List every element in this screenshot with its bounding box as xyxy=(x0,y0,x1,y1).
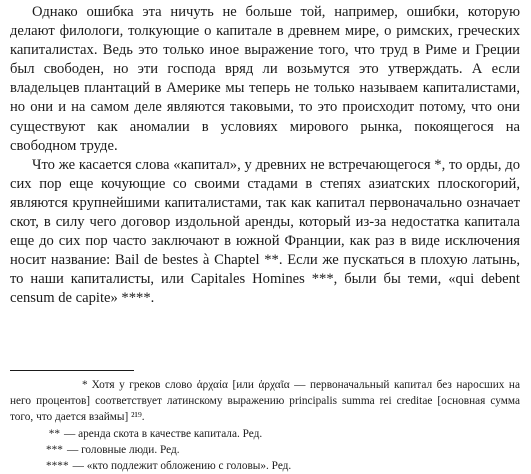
footnote-3 xyxy=(10,442,520,458)
footnotes xyxy=(10,377,520,474)
footnote-text: — «кто подлежит обложению с головы». Ред. xyxy=(72,460,292,473)
footnote-text: — аренда скота в качестве капитала. Ред. xyxy=(64,427,263,440)
paragraph-1: Однако ошибка эта ничуть не больше той, например, ошибки, которую делают филологи, толкующие о капитале в древнем мире, о римских, греческих капиталистах. Ведь это только иное выражение того, что труд в Риме и Греции был свободен, но эти господа вряд ли возьмутся это утверждать. А если владельцев плантаций в Америке мы теперь не только называем капиталистами, но они и на самом деле являются таковыми, то это происходит потому, что они существуют как аномалии в условиях мирового рынка, покоящегося на свободном труде. xyxy=(10,4,520,154)
main-text xyxy=(10,3,520,309)
footnote-mark: *** xyxy=(46,443,63,456)
footnote-2 xyxy=(10,426,520,442)
footnote-text: Хотя у греков слово ἀρχαία [или ἀρχαῖα — первоначальный капитал без наросших на него процентов] соответствует латинскому выражению principalis summa rei creditae [основная сумма того, что дается взаймы] ²¹⁹. xyxy=(10,379,520,424)
footnote-mark: ** xyxy=(48,427,60,440)
paragraph-2: Что же касается слова «капитал», у древних не встречающегося *, то орды, до сих пор еще кочующие со своими стадами в степях азиатских плоскогорий, являются крупнейшими капиталистами, так как капитал первоначально означает скот, в силу чего договор издольной аренды, который из-за недостатка капитала еще до сих пор часто заключают в южной Франции, как раз в виде исключения носит название: Bail de bestes à Chaptel **. Если же пускаться в плохую латынь, то наши капиталисты, или Capitales Homines ***, были бы теми, «qui debent censum de capite» ****. xyxy=(10,156,520,307)
footnote-mark: * xyxy=(82,379,88,391)
footnote-divider xyxy=(10,370,134,371)
footnote-text: — головные люди. Ред. xyxy=(66,443,180,456)
footnote-4 xyxy=(10,458,520,474)
footnote-mark: **** xyxy=(46,460,69,473)
footnote-1 xyxy=(10,377,520,426)
